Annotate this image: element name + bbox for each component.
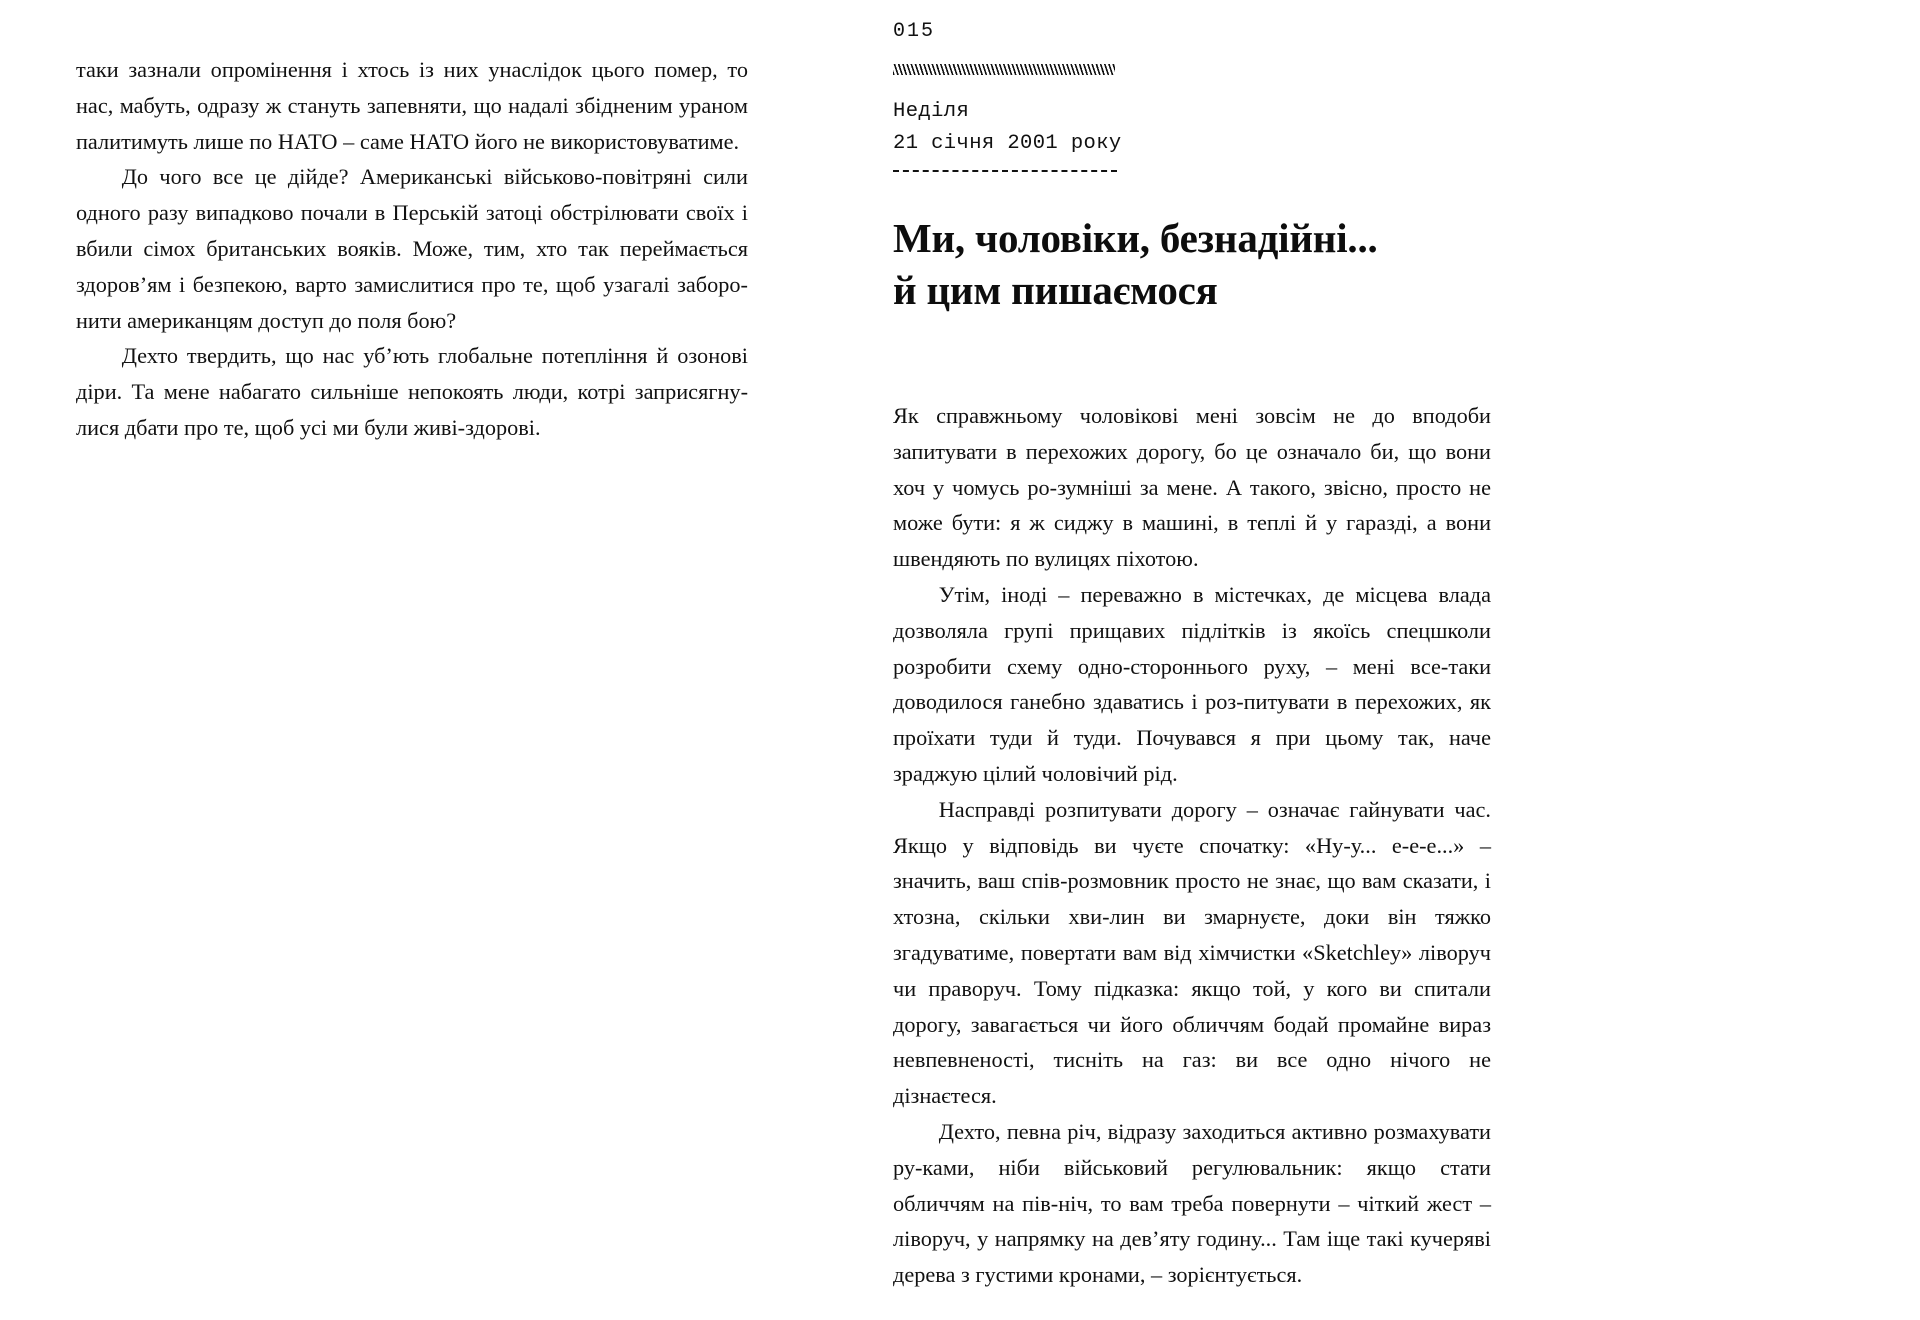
left-paragraph-2: До чого все це дійде? Американські військово-повітряні сили одного разу випадково почали в Перській затоці обстрілювати своїх і вбили сімох британських вояків. Може, тим, хто так переймається здоров’ям і безпекою, варто замислитися про те, щоб узагалі заборо-нити американцям доступ до поля бою?	[76, 164, 748, 333]
chapter-title-line-2: й цим пишаємося	[893, 267, 1218, 313]
left-paragraph-3: Дехто твердить, що нас уб’ють глобальне потепління й озонові діри. Та мене набагато сильніше непокоять люди, котрі заприсягну-лися дбати про те, щоб усі ми були живі-здорові.	[76, 343, 748, 440]
chapter-title	[893, 212, 1493, 317]
weekday-label: Неділя	[893, 100, 970, 123]
date-label: 21 січня 2001 року	[893, 131, 1122, 155]
right-paragraph-4: Дехто, певна річ, відразу заходиться активно розмахувати ру-ками, ніби військовий регулювальник: якщо стати обличчям на пів-ніч, то вам треба повернути – чіткий жест – ліворуч, у напрямку на дев’яту годину... Там іще такі кучеряві дерева з густими кронами, – зорієнтується.	[893, 1118, 1491, 1288]
dashed-rule-divider	[893, 170, 1117, 172]
right-paragraph-1: Як справжньому чоловікові мені зовсім не до вподоби запитувати в перехожих дорогу, бо це означало би, що вони хоч у чомусь ро-зумніші за мене. А такого, звісно, просто не може бути: я ж сиджу в машині, в теплі й у гаразді, а вони швендяють по вулицях піхотою.	[893, 403, 1491, 572]
left-paragraph-1: таки зазнали опромінення і хтось із них унаслідок цього помер, то нас, мабуть, одразу ж стануть запевняти, що надалі збідненим ураном палитимуть лише по НАТО – саме НАТО його не використовуватиме.	[76, 57, 748, 154]
page-number: 015	[893, 20, 936, 43]
right-paragraph-3: Насправді розпитувати дорогу – означає гайнувати час. Якщо у відповідь ви чуєте спочатку: «Ну-у... е-е-е...» – значить, ваш спів-розмовник просто не знає, що вам сказати, і хтозна, скільки хви-лин ви змарнуєте, доки він тяжко згадуватиме, повертати вам від хімчистки «Sketchley» ліворуч чи праворуч. Тому підказка: якщо той, у кого ви спитали дорогу, завагається чи його обличчям бодай промайне вираз невпевненості, тисніть на газ: ви все одно нічого не дізнаєтеся.	[893, 796, 1491, 1109]
right-paragraph-2: Утім, іноді – переважно в містечках, де місцева влада дозволяла групі прищавих підлітків із якоїсь спецшколи розробити схему одно-стороннього руху, – мені все-таки доводилося ганебно здаватись і роз-питувати в перехожих, як проїхати туди й туди. Почувався я при цьому так, наче зраджую цілий чоловічий рід.	[893, 581, 1491, 786]
hatched-rule-divider	[893, 64, 1115, 75]
date-block	[893, 96, 1493, 160]
chapter-title-line-1: Ми, чоловіки, безнадійні...	[893, 214, 1378, 261]
right-column-header	[893, 22, 1493, 316]
right-text-column	[893, 398, 1491, 1293]
left-text-column	[76, 52, 748, 446]
